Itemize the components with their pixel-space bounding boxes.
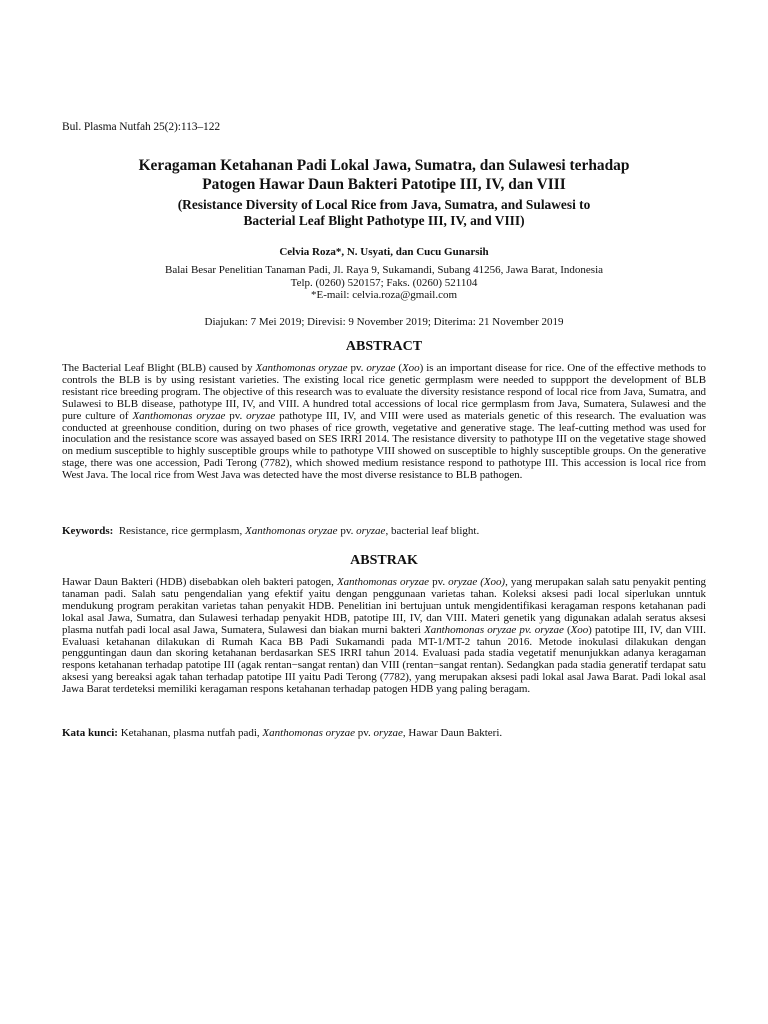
title-english-line-2: Bacterial Leaf Blight Pathotype III, IV, and VIII) [243,213,525,228]
author-list: Celvia Roza*, N. Usyati, dan Cucu Gunarsih [279,246,489,258]
affiliation-address: Balai Besar Penelitian Tanaman Padi, Jl. Raya 9, Sukamandi, Subang 41256, Jawa Barat, Indonesia [164,264,604,276]
kata-kunci-label: Kata kunci: [62,727,118,739]
abstrak-text: , yang merupakan salah satu penyakit penting tanaman padi. Salah satu pengendalian yang efektif yaitu dengan penggunaan varietas tahan. Koleksi aksesi padi local siperlukan unntuk mendukung program perakitan varietas tahan penyakit HDB. Penelitian ini bertujuan untuk mengidentifikasi keragaman respons ketahanan padi lokal asal Jawa, Sumatra, dan Sulawesi terhadap penyakit HDB, patotipe III, IV, dan VIII. Materi genetik yang digunakan adalah seratus aksesi plasma nutfah padi local asal Jawa, Sumatera, Sulawesi dan biakan murni bakteri [62,576,706,636]
kata-kunci [62,727,706,740]
abstract-body [62,363,706,482]
title-indonesian-line-1: Keragaman Ketahanan Padi Lokal Jawa, Sumatra, dan Sulawesi terhadap [138,157,630,174]
keywords-label: Keywords: [62,525,114,537]
title-indonesian-line-2: Patogen Hawar Daun Bakteri Patotipe III, IV, dan VIII [202,176,566,193]
affiliation [62,264,706,302]
abstrak-text: pv. [429,576,449,588]
pathovar-name: oryzae (Xoo) [448,576,506,588]
abstrak-text: ) patotipe III, IV, dan VIII. Evaluasi ketahanan dilakukan di Rumah Kaca BB Padi Sukamandi pada MT-1/MT-2 tahun 2016. Metode inokulasi dilakukan dengan pengguntingan daun dan skoring ketahanan berdasarkan SES IRRI tahun 2014. Evaluasi pada stadia vegetatif menunjukkan adanya keragaman respons ketahanan terhadap patotipe III (agak rentan−sangat rentan) dan VIII (rentan−sangat rentan). Sedangkan pada stadia generatif terdapat satu aksesi yang bereaksi agak tahan terhadap patotipe III yaitu Padi Terong (7782), yang merupakan aksesi padi lokal asal Jawa Barat. Padi lokal asal Jawa Barat terdeteksi memiliki keragaman respons ketahanan terhadap patogen HDB yang paling beragam. [62,623,706,696]
keywords [62,525,706,538]
species-name: Xanthomonas oryzae [262,727,355,739]
submission-dates: Diajukan: 7 Mei 2019; Direvisi: 9 November 2019; Diterima: 21 November 2019 [204,315,564,328]
affiliation-email: *E-mail: celvia.roza@gmail.com [310,289,458,301]
title-english [62,197,706,229]
keywords-text: pv. [337,525,357,537]
pathovar-name: oryzae [373,727,403,739]
abstrak-text: ( [563,623,571,636]
affiliation-phone: Telp. (0260) 520157; Faks. (0260) 521104 [290,276,478,289]
abstract-heading: ABSTRACT [345,339,423,354]
species-abbreviation: Xoo [570,623,589,636]
abstract-text: pv. [347,362,367,374]
pathovar-name: oryzae [246,409,276,422]
journal-reference: Bul. Plasma Nutfah 25(2):113–122 [62,121,220,133]
abstract-text: ) is an important disease for rice. One of the effective methods to controls the BLB is by using resistant varieties. The existing local rice genetic germplasm were needed to suppport the development of BLB resistant rice breeding program. The objective of this research was to evaluate the diversity resistance respond of local rice from Java, Sumatra, and Sulawesi to BLB disease, pathotype III, IV, and VIII. A hundred total accessions of local rice germplasm from Java, Sumatera, Sulawesi and the pure culture of [62,362,706,422]
pathovar-name: oryzae [366,362,396,374]
abstract-text: pv. [225,409,247,422]
species-name: Xanthomonas oryzae [132,409,226,422]
species-name: Xanthomonas oryzae pv. oryzae [424,623,564,636]
kata-kunci-text: , Hawar Daun Bakteri. [402,727,503,739]
species-abbreviation: Xoo [402,362,420,374]
abstract-text: ( [395,362,403,374]
title-indonesian [62,156,706,194]
species-name: Xanthomonas oryzae [255,362,348,374]
abstract-text: pathotype III, IV, and VIII were used as materials genetic of this research. The evaluation was conducted at greenhouse condition, during on two phases of rice growth, vegetative and generative stage. The leaf-cutting method was used for inoculation and the resistance score was assayed based on SES IRRI 2014. The resistance diversity to pathotype III on the vegetative stage showed on medium susceptible to highly susceptible groups while to pathotype VIII showed on susceptible to highly susceptible groups. On the generative stage, there was one accession, Padi Terong (7782), which showed medium resistance respond to pathotype III. This accession is local rice from West Java. The local rice from West Java was detected have the most diverse resistance to BLB pathogen. [62,409,706,482]
species-name: Xanthomonas oryzae [336,576,430,588]
paper-header [62,156,706,328]
keywords-text: , bacterial leaf blight. [385,525,480,537]
abstrak-body [62,577,706,696]
kata-kunci-text: pv. [355,727,374,739]
pathovar-name: oryzae [356,525,386,537]
abstrak-heading: ABSTRAK [350,553,418,568]
kata-kunci-text: Ketahanan, plasma nutfah padi, [120,727,263,739]
species-name: Xanthomonas oryzae [244,525,338,537]
abstrak-text: Hawar Daun Bakteri (HDB) disebabkan oleh bakteri patogen, [62,576,337,588]
abstract-text: The Bacterial Leaf Blight (BLB) caused by [62,362,256,374]
title-english-line-1: (Resistance Diversity of Local Rice from Java, Sumatra, and Sulawesi to [177,197,591,212]
keywords-text: Resistance, rice germplasm, [118,525,245,537]
